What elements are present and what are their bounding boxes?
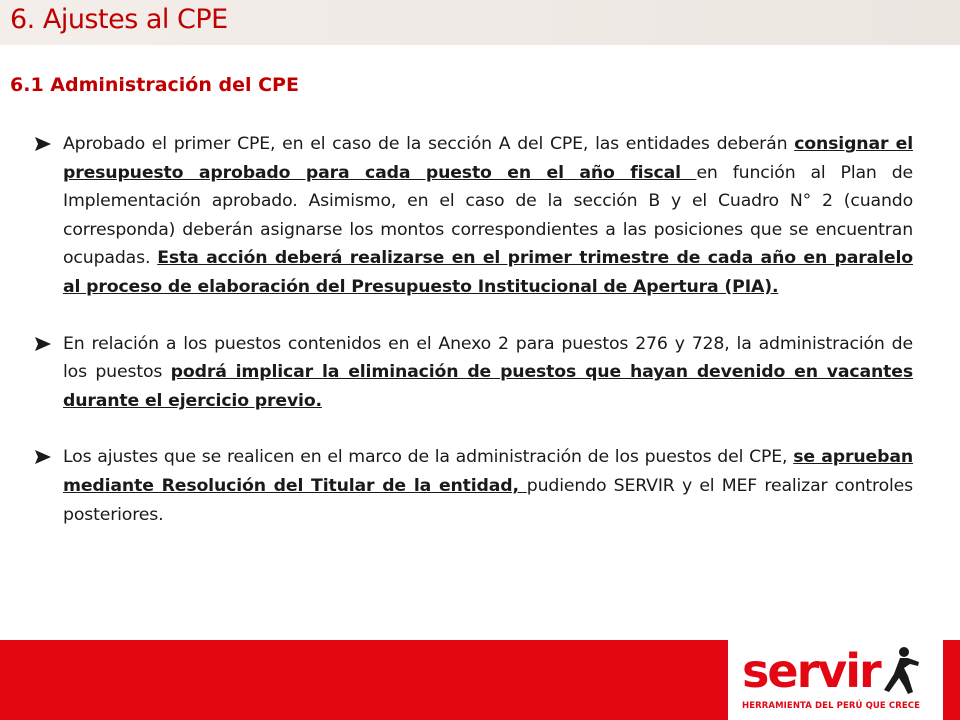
- section-subtitle: 6.1 Administración del CPE: [10, 74, 299, 96]
- bullet-1-emphasis-2: Esta acción deberá realizarse en el primer trimestre de cada año en paralelo al proceso de elaboración del Presupuesto Institucional de Apertura (PIA).: [63, 248, 913, 297]
- bullet-2-text-1: En relación a los puestos contenidos en el Anexo 2 para puestos 276 y 728, la administración de los puestos: [63, 333, 913, 383]
- page-title: 6. Ajustes al CPE: [10, 4, 228, 35]
- servir-logo: [728, 640, 943, 720]
- bullet-3-text-2: pudiendo SERVIR y el MEF realizar controles posteriores.: [63, 475, 913, 525]
- bullet-list: [35, 130, 913, 529]
- bullet-item-1: [35, 130, 913, 302]
- bullet-1-text-1: Aprobado el primer CPE, en el caso de la sección A del CPE, las entidades deberán: [63, 134, 795, 154]
- bullet-item-3: [35, 443, 913, 529]
- arrow-bullet-icon: [35, 137, 51, 151]
- runner-figure-icon: [874, 646, 924, 696]
- bullet-1-text-2: en función al Plan de Implementación aprobado. Asimismo, en el caso de la sección B y el Cuadro N° 2 (cuando corresponda) deberán asignarse los montos correspondientes a las posiciones que se encuentran ocupadas.: [63, 162, 914, 269]
- arrow-bullet-icon: [35, 450, 51, 464]
- logo-wordmark: servir: [742, 644, 880, 698]
- bullet-item-2: [35, 330, 913, 416]
- title-bar: [0, 0, 960, 45]
- bullet-2-emphasis-1: podrá implicar la eliminación de puestos que hayan devenido en vacantes durante el ejercicio previo.: [63, 362, 913, 411]
- logo-slogan: HERRAMIENTA DEL PERÚ QUE CRECE: [742, 701, 921, 711]
- bullet-3-emphasis-1: se aprueban mediante Resolución del Titular de la entidad,: [63, 447, 913, 496]
- bullet-1-emphasis-1: consignar el presupuesto aprobado para cada puesto en el año fiscal: [63, 134, 913, 183]
- arrow-bullet-icon: [35, 337, 51, 351]
- bullet-3-text-1: Los ajustes que se realicen en el marco de la administración de los puestos del CPE,: [63, 447, 794, 468]
